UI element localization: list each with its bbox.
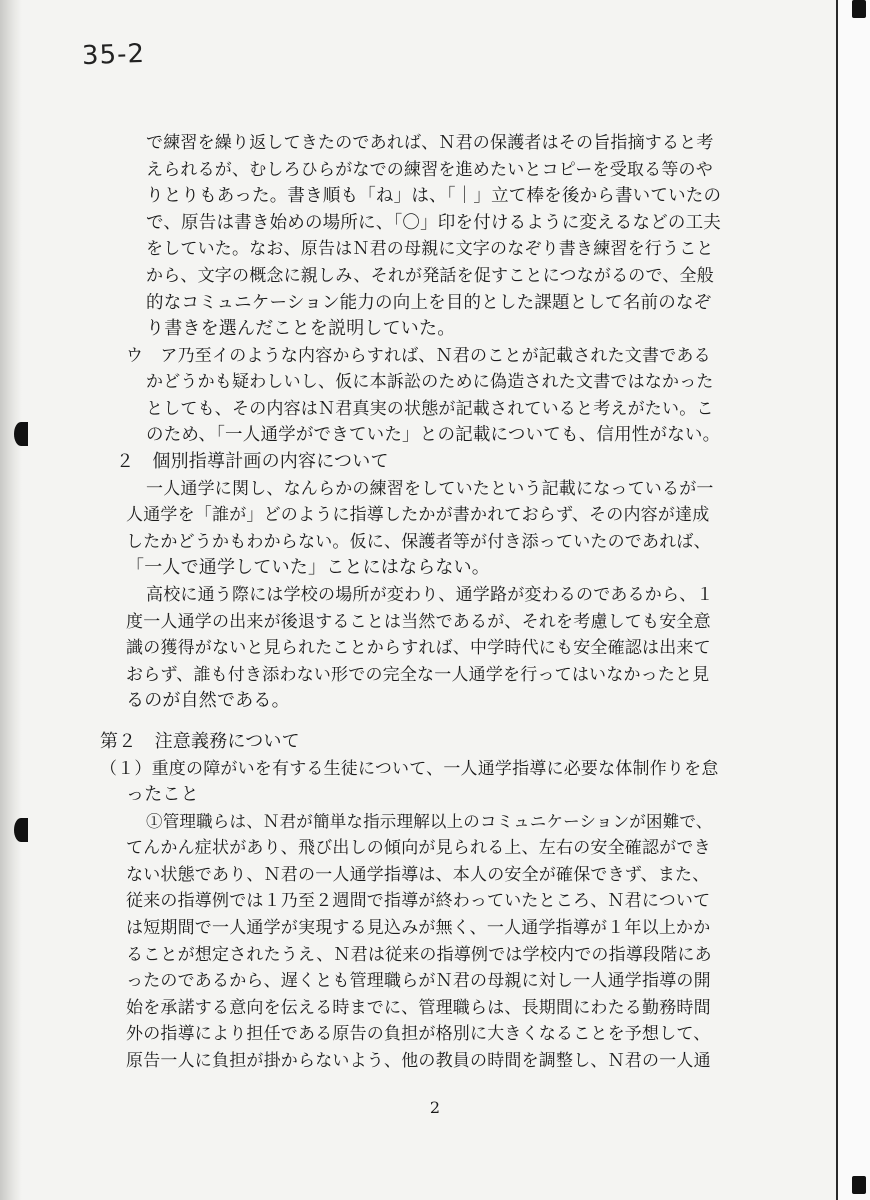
text-line: ない状態であり、Ｎ君の一人通学指導は、本人の安全が確保できず、また、 — [126, 865, 710, 885]
punch-hole — [14, 422, 28, 446]
text-line: かどうかも疑わしいし、仮に本訴訟のために偽造された文書ではなかった — [146, 372, 714, 392]
text-line: るのが自然である。 — [126, 690, 290, 711]
text-line: 度一人通学の出来が後退することは当然であるが、それを考慮しても安全意 — [126, 612, 711, 632]
text-line: ることが想定されたうえ、Ｎ君は従来の指導例では学校内での指導段階にあ — [126, 945, 712, 965]
text-line: ①管理職らは、Ｎ君が簡単な指示理解以上のコミュニケーションが困難で、 — [146, 812, 713, 831]
page-number: 2 — [429, 1098, 441, 1117]
text-line: りとりもあった。書き順も「ね」は、「｜」立て棒を後から書いていたの — [146, 186, 722, 206]
text-line: としても、その内容はＮ君真実の状態が記載されていると考えがたい。こ — [146, 399, 714, 419]
text-line: 始を承諾する意向を伝える時までに、管理職らは、長期間にわたる勤務時間 — [126, 998, 711, 1018]
page-shadow — [0, 0, 22, 1200]
text-line: 外の指導により担任である原告の負担が格別に大きくなることを予想して、 — [126, 1024, 711, 1044]
text-line: てんかん症状があり、飛び出しの傾向が見られる上、左右の安全確認ができ — [126, 838, 711, 858]
section-heading: 第２ 注意義務について — [100, 731, 300, 752]
section-heading: ２ 個別指導計画の内容について — [116, 451, 389, 472]
text-line: 的なコミュニケーション能力の向上を目的とした課題として名前のなぞ — [146, 293, 712, 313]
text-line: 識の獲得がないと見られたことからすれば、中学時代にも安全確認は出来て — [126, 638, 711, 658]
binder-mark — [852, 1176, 866, 1194]
text-line: で練習を繰り返してきたのであれば、Ｎ君の保護者はその旨指摘すると考 — [146, 133, 714, 153]
text-line: 人通学を「誰が」どのように指導したかが書かれておらず、その内容が達成 — [126, 505, 710, 525]
text-line: で、原告は書き始めの場所に、「〇」印を付けるように変えるなどの工夫 — [146, 213, 721, 233]
subsection-heading: （１）重度の障がいを有する生徒について、一人通学指導に必要な体制作りを怠 — [100, 759, 719, 779]
text-line: のため、「一人通学ができていた」との記載についても、信用性がない。 — [146, 425, 721, 445]
text-line: は短期間で一人通学が実現する見込みが無く、一人通学指導が１年以上かか — [126, 918, 711, 938]
text-line: ったのであるから、遅くとも管理職らがＮ君の母親に対し一人通学指導の開 — [126, 971, 711, 991]
text-line: から、文字の概念に親しみ、それが発話を促すことにつながるので、全般 — [146, 266, 714, 286]
text-line: り書きを選んだことを説明していた。 — [146, 318, 456, 339]
text-line: ったこと — [126, 784, 199, 805]
page-margin-right — [838, 0, 870, 1200]
text-line: 一人通学に関し、なんらかの練習をしていたという記載になっているが一 — [146, 479, 714, 499]
text-line: 従来の指導例では１乃至２週間で指導が終わっていたところ、Ｎ君について — [126, 891, 711, 911]
page-edge — [836, 0, 838, 1200]
text-line: えられるが、むしろひらがなでの練習を進めたいとコピーを受取る等のや — [146, 160, 713, 180]
text-line: をしていた。なお、原告はＮ君の母親に文字のなぞり書き練習を行うこと — [146, 239, 714, 259]
punch-hole — [14, 818, 28, 842]
text-line: おらず、誰も付き添わない形での完全な一人通学を行ってはいなかったと見 — [126, 665, 710, 685]
handwritten-page-note: 35-2 — [81, 38, 146, 72]
text-line: ウ ア乃至イのような内容からすれば、Ｎ君のことが記載された文書である — [126, 346, 711, 366]
text-line: 「一人で通学していた」ことにはならない。 — [126, 557, 490, 578]
text-line: 高校に通う際には学校の場所が変わり、通学路が変わるのであるから、１ — [146, 585, 714, 605]
text-line: したかどうかもわからない。仮に、保護者等が付き添っていたのであれば、 — [126, 532, 711, 552]
text-line: 原告一人に負担が掛からないよう、他の教員の時間を調整し、Ｎ君の一人通 — [126, 1051, 711, 1071]
binder-mark — [852, 0, 866, 18]
